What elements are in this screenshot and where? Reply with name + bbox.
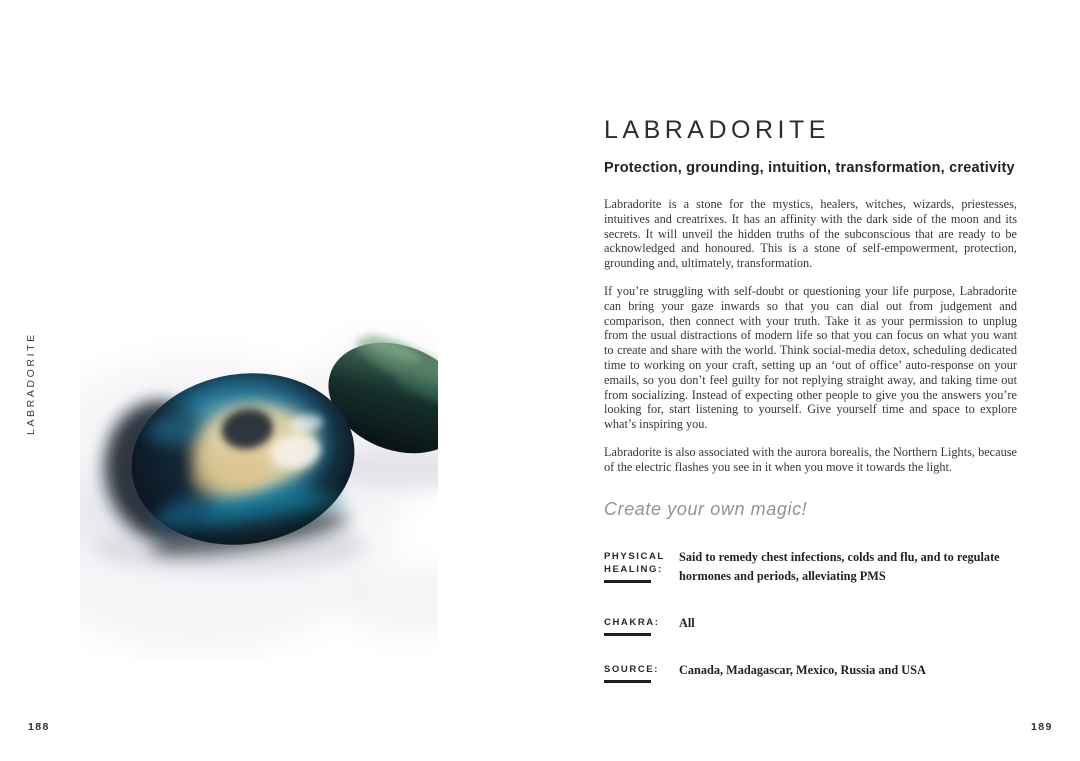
page-subtitle: Protection, grounding, intuition, transformation, creativity <box>604 160 1015 176</box>
attribute-label: SOURCE: <box>604 661 679 683</box>
attribute-value: Canada, Madagascar, Mexico, Russia and USA <box>679 663 926 678</box>
page-number-right: 189 <box>1031 721 1053 733</box>
attribute-row-chakra <box>604 614 1017 636</box>
attribute-value: Said to remedy chest infections, colds and flu, and to regulate hormones and periods, alleviating PMS <box>679 549 1000 584</box>
attribute-label: CHAKRA: <box>604 614 679 636</box>
page-title: LABRADORITE <box>604 116 830 144</box>
attribute-label: PHYSICAL HEALING: <box>604 548 679 584</box>
labradorite-photo <box>80 300 438 661</box>
right-page-content <box>604 116 1017 710</box>
tagline: Create your own magic! <box>604 498 808 519</box>
attribute-row-source <box>604 661 1017 683</box>
body-paragraph-1: Labradorite is a stone for the mystics, healers, witches, wizards, priestesses, intuitives and creatrixes. It has an affinity with the dark side of the moon and its secrets. It will unveil the hidden truths of the subconscious that are ready to be acknowledged and honoured. This is a stone of self-empowerment, protection, grounding and, ultimately, transformation. <box>604 197 1017 271</box>
side-margin-label: LABRADORITE <box>25 332 37 435</box>
body-paragraph-2: If you’re struggling with self-doubt or questioning your life purpose, Labradorite can bring your gaze inwards so that you can dial out from judgement and comparison, then connect with your truth. Take it as your permission to unplug from the usual distractions of modern life so that you can focus on what you want to create and share with the world. Think social-media detox, scheduling dedicated time to working on your craft, setting up an ‘out of office’ auto-response on your emails, so you don’t feel guilty for not replying straight away, and taking time out from socializing. Instead of expecting other people to give you the answers you’re looking for, start listening to yourself. Give yourself time and space to explore what’s inspiring you. <box>604 283 1017 432</box>
page-number-left: 188 <box>28 721 50 733</box>
body-paragraph-3: Labradorite is also associated with the aurora borealis, the Northern Lights, because of the electric flashes you see in it when you move it towards the light. <box>604 444 1017 474</box>
attribute-value: All <box>679 615 695 630</box>
attribute-row-physical-healing <box>604 548 1017 587</box>
labradorite-stones-illustration <box>80 300 438 661</box>
